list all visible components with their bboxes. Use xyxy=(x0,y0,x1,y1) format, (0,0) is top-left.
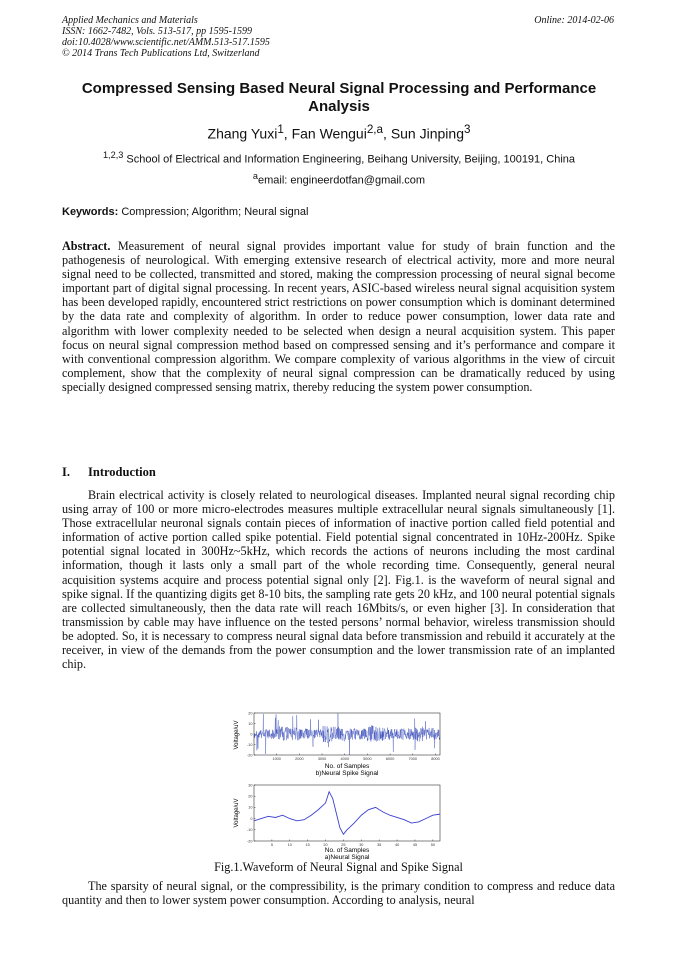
x-axis-label: No. of Samples xyxy=(324,847,370,854)
y-tick-label: 30 xyxy=(248,783,253,788)
affiliation-text: School of Electrical and Information Engineering, Beihang University, Beijing, 100191, China xyxy=(126,153,576,166)
author-name: Zhang Yuxi xyxy=(207,125,278,142)
email-line xyxy=(50,171,628,187)
continuation-paragraph: The sparsity of neural signal, or the compressibility, is the primary condition to compress and reduce data quantity and then to lower system power consumption. According to analysis, neural xyxy=(62,879,615,908)
x-tick-label: 20 xyxy=(323,843,328,847)
y-tick-label: 0 xyxy=(250,732,253,737)
x-tick-label: 2000 xyxy=(295,757,304,761)
author-name: Sun Jinping xyxy=(390,125,464,142)
x-tick-label: 10 xyxy=(287,843,292,847)
keywords-label: Keywords: xyxy=(62,206,119,218)
journal-issn: ISSN: 1662-7482, Vols. 513-517, pp 1595-1599 xyxy=(62,26,252,37)
subplot-label: b)Neural Spike Signal xyxy=(315,770,379,777)
x-tick-label: 50 xyxy=(430,843,435,847)
author-sup: 1 xyxy=(277,123,284,136)
email-text[interactable]: email: engineerdotfan@gmail.com xyxy=(258,174,426,187)
figure-1 xyxy=(232,711,444,861)
x-tick-label: 8000 xyxy=(431,757,440,761)
journal-header xyxy=(62,15,270,59)
section-number: I. xyxy=(62,465,70,479)
author-name: Fan Wengui xyxy=(291,125,367,142)
y-tick-label: 20 xyxy=(248,794,253,799)
abstract xyxy=(62,239,615,394)
intro-paragraph: Brain electrical activity is closely related to neurological diseases. Implanted neural signal recording chip using array of 100 or more micro-electrodes measures multiple extracellular neural signals simultaneously [1]. Those extracellular neuronal signals contain pieces of information of inactive portion called field potential and information of active portion called spike potential. Field potential signal concentrated in 10Hz-200Hz. Spike potential signal located in 300Hz~5kHz, which records the actions of neurons including the most cardinal information, though it lasts only a small part of the whole recording time. Consequently, general neural acquisition systems acquire and process potential signal only [2]. Fig.1. is the waveform of neural signal and spike signal. If the quantizing digits get 8-10 bits, the sampling rate gets 20 kHz, and 100 neural potential signals are collected simultaneously, then the data rate will reach 16Mbits/s, or even higher [3]. In consideration that transmission by cable may have influence on the tested persons’ normal behavior, wireless transmission should be adopted. So, it is necessary to compress neural signal data before transmission and rebuild it accurately at the receiver, in view of the demands from the power consumption and the lower transmission rate of an implanted chip. xyxy=(62,488,615,672)
author-sup: 3 xyxy=(463,123,471,136)
y-tick-label: 0 xyxy=(250,816,253,821)
author-list: Zhang Yuxi$^1$, Fan Wengui$^{2,a}$, Sun Jinping$^3$ xyxy=(207,123,471,142)
x-tick-label: 45 xyxy=(412,843,418,847)
y-tick-label: -10 xyxy=(247,828,253,833)
x-tick-label: 5 xyxy=(270,843,273,847)
x-tick-label: 1000 xyxy=(272,757,281,761)
x-tick-label: 35 xyxy=(377,843,382,847)
y-tick-label: -20 xyxy=(247,839,253,844)
paper-title: Compressed Sensing Based Neural Signal Processing and Performance Analysis xyxy=(81,80,597,115)
x-tick-label: 7000 xyxy=(408,757,418,761)
x-tick-label: 30 xyxy=(359,843,364,847)
y-tick-label: 10 xyxy=(248,805,253,810)
y-axis-label: Voltage/uV xyxy=(234,720,240,750)
figure-svg xyxy=(232,711,444,861)
plot-frame xyxy=(254,785,440,841)
subplot-label: a)Neural Signal xyxy=(324,854,370,861)
section-heading xyxy=(62,465,156,480)
y-tick-label: 10 xyxy=(248,721,253,726)
x-tick-label: 3000 xyxy=(317,757,327,761)
x-tick-label: 5000 xyxy=(363,757,372,761)
abstract-label: Abstract. xyxy=(62,239,111,253)
x-tick-label: 15 xyxy=(305,843,310,847)
spike-signal-plot xyxy=(234,711,440,777)
author-sup: 2,a xyxy=(366,123,384,136)
keywords xyxy=(62,206,308,218)
x-axis-label: No. of Samples xyxy=(324,763,370,770)
x-tick-label: 4000 xyxy=(340,757,349,761)
section-title: Introduction xyxy=(88,465,156,479)
y-axis-label: Voltage/uV xyxy=(234,798,240,828)
x-tick-label: 6000 xyxy=(385,757,395,761)
x-tick-label: 25 xyxy=(341,843,346,847)
y-tick-label: -10 xyxy=(247,742,253,747)
abstract-text: Measurement of neural signal provides important value for study of brain function and the pathogenesis of neurological. With emerging extensive research of electrical activity, more and more neural signal need to be collected, transmitted and stored, making the compression processing of neural signal become important part of digital signal processing. In recent years, ASIC-based wireless neural signal acquisition system has been developed rapidly, encountered strict restrictions on power consumption which is dominant determined by the data rate and complexity of algorithm. In order to reduce power consumption, lower data rate and algorithm with lower complexity needed to be selected when design a neural acquisition system. This paper focus on neural signal compression method based on compressed sensing and it’s performance and compare it with conventional compression algorithm. We compare complexity of various algorithms in the view of circuit complement, show that the complexity of neural signal compression can be dramatically reduced by using specially designed compressed sensing matrix, thereby reducing the system power consumption. xyxy=(62,239,615,394)
y-tick-label: 20 xyxy=(248,711,253,716)
journal-name: Applied Mechanics and Materials xyxy=(62,15,198,26)
online-date: Online: 2014-02-06 xyxy=(534,15,614,26)
affiliation-sup: 1,2,3 xyxy=(102,150,124,160)
series-line xyxy=(254,792,440,835)
series-line xyxy=(254,714,440,755)
keywords-text: Compression; Algorithm; Neural signal xyxy=(121,206,309,218)
x-tick-label: 40 xyxy=(394,843,400,847)
affiliation xyxy=(50,150,628,166)
journal-copyright: © 2014 Trans Tech Publications Ltd, Switzerland xyxy=(62,48,260,59)
neural-signal-plot xyxy=(234,783,440,861)
y-tick-label: -20 xyxy=(247,753,253,758)
journal-doi[interactable]: doi:10.4028/www.scientific.net/AMM.513-517.1595 xyxy=(62,37,270,48)
email-sup: a xyxy=(252,171,258,181)
figure-caption: Fig.1.Waveform of Neural Signal and Spike Signal xyxy=(214,860,463,874)
